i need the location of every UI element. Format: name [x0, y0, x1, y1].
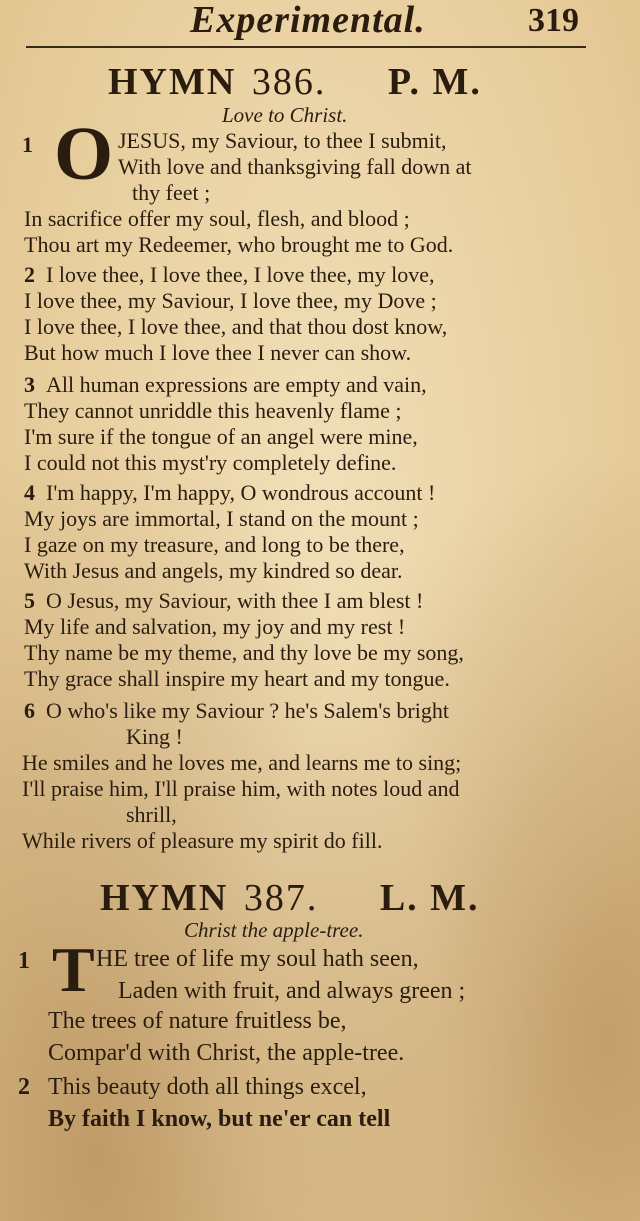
- verse-line: Thy grace shall inspire my heart and my tongue.: [24, 666, 450, 691]
- verse-line: While rivers of pleasure my spirit do fill.: [22, 828, 383, 853]
- verse-line: They cannot unriddle this heavenly flame ;: [24, 398, 402, 423]
- verse-line: I could not this myst'ry completely define.: [24, 450, 397, 475]
- verse-number: 4: [24, 480, 35, 505]
- hymn-386-title: [108, 60, 482, 104]
- verse-line: O Jesus, my Saviour, with thee I am blest !: [46, 588, 424, 613]
- verse-line: Compar'd with Christ, the apple-tree.: [48, 1040, 405, 1066]
- hymn-387-subtitle: Christ the apple-tree.: [184, 918, 364, 942]
- verse-line: I love thee, my Saviour, I love thee, my Dove ;: [24, 288, 437, 313]
- drop-cap-t: T: [52, 934, 95, 1005]
- verse-number: 2: [24, 262, 35, 287]
- verse-line: This beauty doth all things excel,: [48, 1074, 367, 1100]
- verse-line: By faith I know, but ne'er can tell: [48, 1106, 391, 1132]
- verse-number: 3: [24, 372, 35, 397]
- hymn-387-title: [100, 876, 480, 920]
- page-number: 319: [528, 2, 579, 39]
- verse-line: I gaze on my treasure, and long to be there,: [24, 532, 405, 557]
- verse-line: All human expressions are empty and vain,: [46, 372, 427, 397]
- hymn-386-label: HYMN: [108, 61, 237, 103]
- verse-number: 5: [24, 588, 35, 613]
- verse-number: 6: [24, 698, 35, 723]
- verse-line: He smiles and he loves me, and learns me to sing;: [22, 750, 462, 775]
- verse-line: HE tree of life my soul hath seen,: [96, 946, 419, 972]
- header-rule: [26, 46, 586, 48]
- running-head: [0, 0, 640, 52]
- verse-line: King !: [126, 724, 183, 749]
- verse-line: Thou art my Redeemer, who brought me to God.: [24, 232, 454, 257]
- verse-line: thy feet ;: [132, 180, 211, 205]
- hymn-387-label: HYMN: [100, 877, 229, 919]
- section-title: Experimental.: [190, 0, 426, 41]
- verse-line: The trees of nature fruitless be,: [48, 1008, 347, 1034]
- verse-line: I love thee, I love thee, and that thou dost know,: [24, 314, 448, 339]
- verse-line: I'm happy, I'm happy, O wondrous account !: [46, 480, 436, 505]
- verse-number: 1: [22, 132, 33, 157]
- drop-cap-o: O: [54, 112, 114, 196]
- verse-line: Laden with fruit, and always green ;: [118, 978, 466, 1004]
- verse-number: 2: [18, 1074, 30, 1100]
- verse-line: My life and salvation, my joy and my rest !: [24, 614, 406, 639]
- verse-line: Thy name be my theme, and thy love be my song,: [24, 640, 464, 665]
- verse-line: JESUS, my Saviour, to thee I submit,: [118, 128, 447, 153]
- hymn-386-number: 386.: [251, 61, 327, 103]
- hymn-386-subtitle: Love to Christ.: [222, 103, 348, 127]
- verse-line: I love thee, I love thee, I love thee, my love,: [46, 262, 435, 287]
- verse-line: O who's like my Saviour ? he's Salem's bright: [46, 698, 449, 723]
- verse-line: shrill,: [126, 802, 177, 827]
- hymn-386-meter: P. M.: [387, 61, 482, 103]
- verse-line: With love and thanksgiving fall down at: [118, 154, 472, 179]
- verse-number: 1: [18, 948, 30, 974]
- verse-line: But how much I love thee I never can show.: [24, 340, 412, 365]
- hymn-387-meter: L. M.: [379, 877, 480, 919]
- verse-line: In sacrifice offer my soul, flesh, and blood ;: [24, 206, 410, 231]
- verse-line: I'm sure if the tongue of an angel were mine,: [24, 424, 418, 449]
- verse-line: My joys are immortal, I stand on the mount ;: [24, 506, 419, 531]
- verse-line: I'll praise him, I'll praise him, with notes loud and: [22, 776, 460, 801]
- verse-line: With Jesus and angels, my kindred so dear.: [24, 558, 403, 583]
- hymn-387-number: 387.: [243, 877, 319, 919]
